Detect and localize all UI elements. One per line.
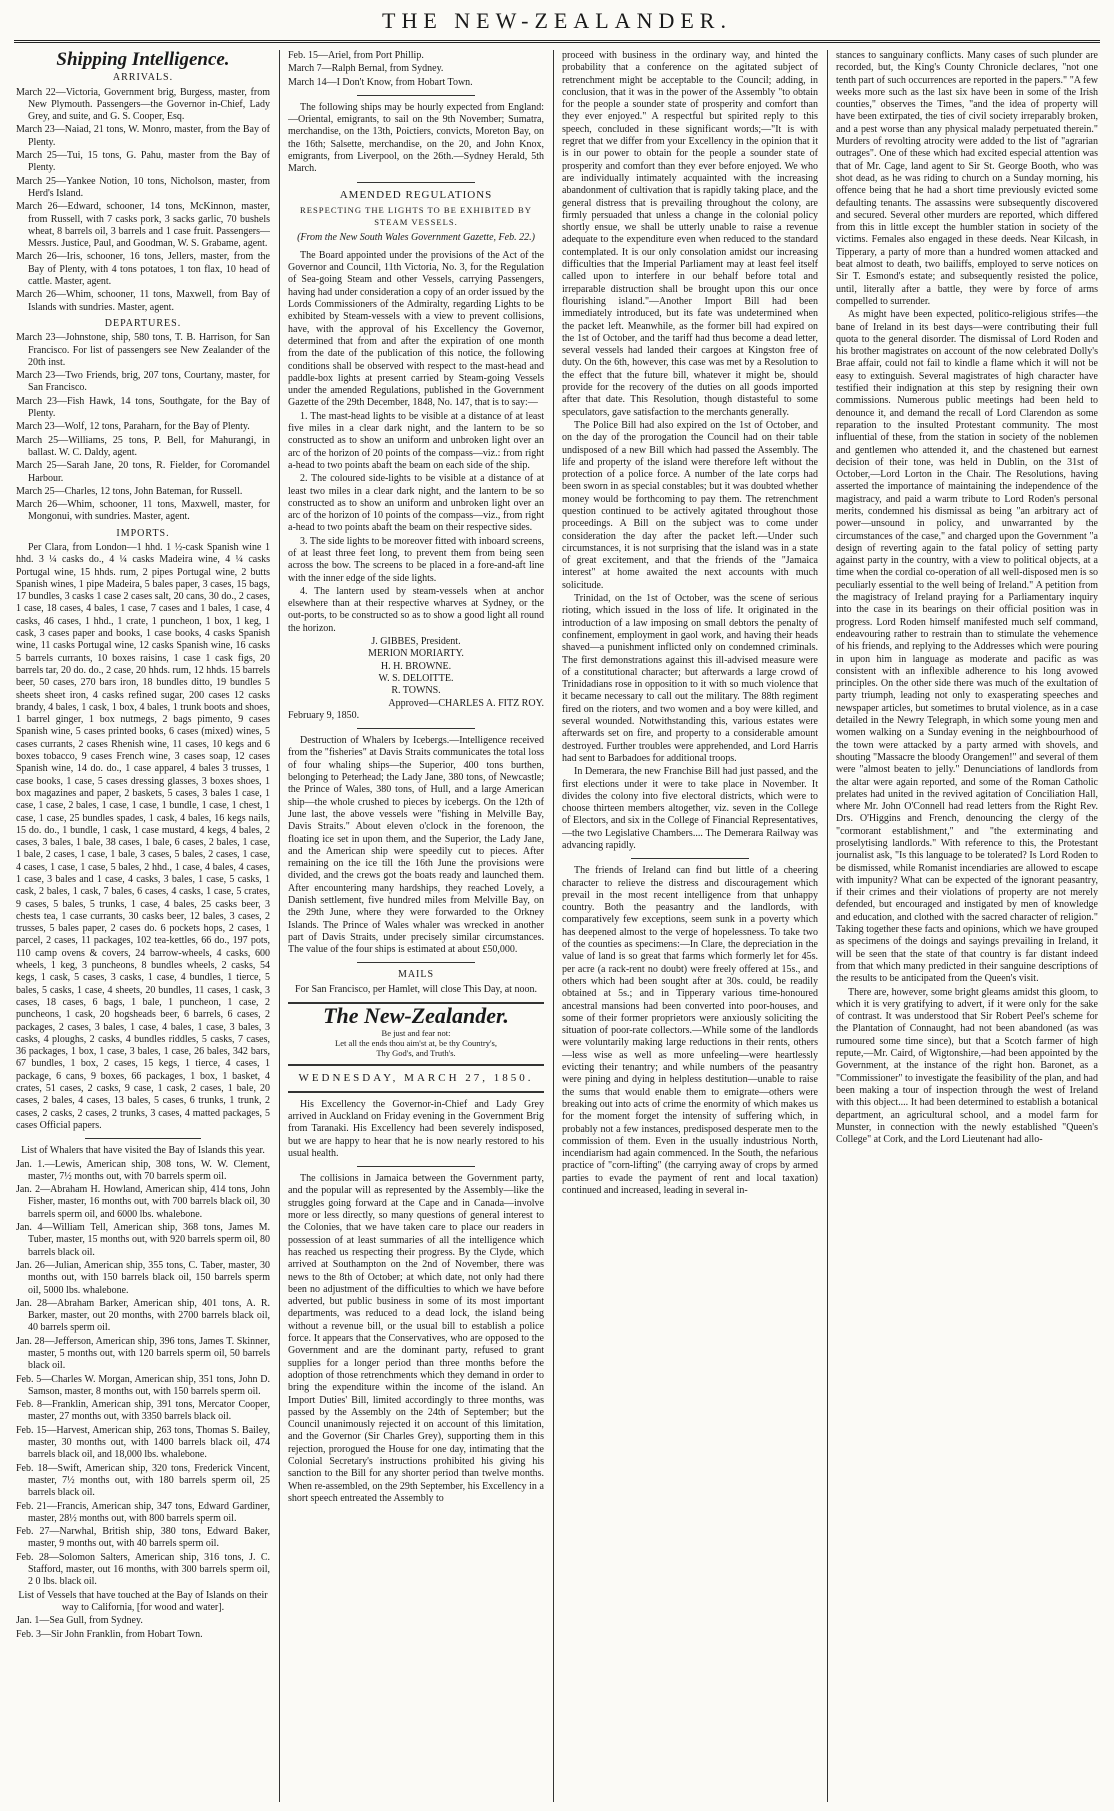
divider [357, 962, 475, 963]
editorial-paragraph: As might have been expected, politico-religious strifes—the bane of Ireland in its best days—were contributing their full quota to the general disorder. The dismissal of Lord Roden and his brother magistrates on account of the now celebrated Dolly's Brae affair, could not fail to kindle a flame which it will not be easy to extinguish. Several magistrates of high character have testified their indignation at this step by resigning their own commissions. Numerous public meetings had been held to denounce it, and demand the recall of Lord Clarendon as some reparation to the insulted Protestant community. The most influential of these, from the station in society of the noblemen and gentlemen who attended it, and the chastened but earnest decision of their tone, was held in Dublin, on the 31st of October,—Lord Lorton in the Chair. The Resolutions, having asserted the importance of maintaining the independence of the magistracy, and paid a warm tribute to Lord Roden's personal merits, condemned his dismissal as being "an arbitrary act of power—unsound in policy, and unwarranted by the circumstances of the case," and charged upon the Government "a design of reverting again to the fatal policy of setting party against party in the country, with a view to political objects, at a time when the cordial co-operation of all well-disposed men is so peculiarly essential to the well being of Ireland." A petition from the magistracy of Ireland praying for a Parliamentary inquiry into the case in its bearings on their official position was in progress. Lord Roden himself manifested much self command, endeavouring rather to restrain than to stimulate the vehemence of his friends, and replying to the Addresses which were pouring in upon him in language as moderate and pacific as was consistent with an inflexible adherence to his long avowed principles. On the other side there was much of the exultation of party triumph, leading not only to exasperating speeches and newspaper articles, but sometimes to brutal violence, as in a case detailed in the Newry Telegraph, in which some young men and women walking on a Sunday evening in the neighbourhood of the town were attacked by a party armed with shovels, and shouting "Massacre the bloody Orangemen!" and several of them were "almost beaten to jelly." Denunciations of landlords from the altar were again reported, and some of the Roman Catholic prelates had united in the revived agitation of Conciliation Hall, where Mr. John O'Connell had read letters from the Right Rev. Drs. O'Higgins and French, denouncing the clergy of the "cormorant establishment," and "the exterminating and proselytising landlords." With reference to this, the Protestant journalist ask, "Is this language to be tolerated? Is Lord Roden to be dismissed, while Romanist incendiaries are allowed to escape with impunity? What can be expected of the ignorant peasantry, if their crimes and their violations of property are not merely defended, but encouraged and instigated by men of knowledge and education, and clothed with the sacred character of religion." Taking together these facts and opinions, which we have grouped as specimens of the doings and sayings prevailing in Ireland, it will be seen that the state of that country is far distant indeed from that which many predicted in their sanguine descriptions of the results to be anticipated from the Queen's visit. [836, 309, 1098, 985]
editorial-paragraph: Trinidad, on the 1st of October, was the scene of serious rioting, which issued in the loss of life. It originated in the introduction of a law imposing on small debtors the penalty of confinement, employment in gaol work, and having their heads shaved—a punishment inflicted only on condemned criminals. The first demonstrations against this ill-advised measure were of a constitutional character; but afterwards a large crowd of Trinidadians rose in opposition to it with so much violence that it became necessary to call out the military. The 88th regiment fired on the rioters, and two women and a boy were killed, and several wounded. Notwithstanding this, various estates were afterwards set on fire, and property to a considerable amount destroyed. Further troubles were apprehended, and Lord Harris had sent to Barbadoes for additional troops. [562, 593, 818, 764]
mails-notice: For San Francisco, per Hamlet, will close This Day, at noon. [295, 983, 537, 995]
regulation-paragraph: 4. The lantern used by steam-vessels when at anchor elsewhere than at their respective wharves at Sydney, or the out-ports, to be constructed so as to show a good light all round the horizon. [288, 585, 544, 634]
whaler-entry: Jan. 4—William Tell, American ship, 368 tons, James M. Tuber, master, 15 months out, with 920 barrels sperm oil, 80 barrels black oil. [16, 1222, 270, 1258]
divider [288, 1091, 544, 1093]
column-rule [279, 50, 280, 1802]
departure-entry: March 23—Two Friends, brig, 207 tons, Courtany, master, for San Francisco. [16, 370, 270, 394]
california-heading: List of Vessels that have touched at the Bay of Islands on their way to California, [for wood and water]. [18, 1589, 268, 1613]
arrival-entry: March 26—Iris, schooner, 16 tons, Jellers, master, from the Bay of Plenty, with 4 tons potatoes, 1 ton flax, 10 head of cattle. Master, agent. [16, 251, 270, 288]
whaler-entry: Feb. 27—Narwhal, British ship, 380 tons, Edward Baker, master, 9 months out, with 40 barrels sperm oil. [16, 1526, 270, 1550]
approval-date: February 9, 1850. [288, 709, 360, 721]
regulations-heading: AMENDED REGULATIONS [339, 188, 493, 201]
departures-label: DEPARTURES. [104, 317, 182, 329]
whaler-entry: Jan. 1.—Lewis, American ship, 308 tons, W. W. Clement, master, 7½ months out, with 70 barrels sperm oil. [16, 1158, 270, 1182]
paper-title: The New-Zealander. [323, 1003, 509, 1029]
imports-text: Per Clara, from London—1 hhd. 1 ½-cask Spanish wine 1 hhd. 3 ¼ casks do., 4 ¼ casks Madeira wine, 4 ¼ casks Portugal wine, 15 hhds. rum, 2 pipes Portugal wine, 2 butts Spanish wines, 1 pipe Madeira, 5 bales paper, 3 cases, 15 bags, 17 bundles, 3 casks 1 case 2 cases salt, 20 cans, 30 do., 2 cases, 1 case, 18 cases, 4 bales, 1 case, 7 cases and 1 bales, 1 case, 4 casks, 46 cases, 1 hhd., 1 crate, 1 puncheon, 1 box, 1 keg, 1 cask, 3 cases paper and books, 1 case books, 4 casks Spanish wine, 11 casks Portugal wine, 12 casks Spanish wine, 16 casks 5 barrels currants, 10 boxes raisins, 1 case 1 cask figs, 20 barrels tar, 20 do. do., 2 case, 20 hhds. rum, 12 hhds. 15 barrels beer, 50 cases, 270 bars iron, 18 bundles ditto, 19 bundles 5 sheets sheet iron, 4 casks refined sugar, 200 cases 12 casks brandy, 4 bales, 1 cask, 1 box, 4 bales, 1 trunk boots and shoes, 1 barrel ginger, 1 box nutmegs, 2 bags pimento, 9 cases Spanish wine, 5 cases printed books, 6 cases (mixed) wines, 5 cases currants, 2 cases Rhenish wine, 11 cases, 10 kegs and 6 boxes tobacco, 9 cases French wine, 3 cases soap, 12 cases Spanish wine, 14 do. do., 1 case apparel, 4 bales 3 trusses, 1 case books, 1 case, 5 cases dressing glasses, 3 boxes shoes, 1 box magazines and paper, 2 baskets, 5 cases, 3 bales 1 case, 1 case, 1 case, 2 bales, 1 case, 1 case, 1 bundle, 1 case, 1 chest, 1 case, 1 case, 25 bundles spades, 1 cask, 4 bales, 16 kegs nails, 15 do. do., 1 bundle, 1 cask, 1 case mustard, 4 kegs, 4 bales, 2 cases, 3 bales, 1 bale, 38 cases, 1 bale, 6 cases, 2 bales, 1 case, 1 bale, 2 cases, 1 case, 1 bale, 3 cases, 5 bales, 2 cases, 1 case, 4 cases, 1 case, 1 case, 5 bales, 2 hhd., 1 case, 4 bales, 4 cases, 1 case, 3 bales and 1 case, 4 casks, 3 bales, 1 case, 5 casks, 1 cask, 2 bales, 1 cask, 7 bales, 6 cases, 4 casks, 1 case, 5 crates, 9 cases, 5 bales, 5 trunks, 1 case, 4 bales, 25 casks beer, 3 chests tea, 1 case currants, 30 casks beer, 12 bales, 3 cases, 2 trusses, 5 bales paper, 2 cases do. 6 pockets hops, 2 cases, 1 parcel, 2 cases, 11 packages, 102 tea-kettles, 66 do., 197 pots, 110 camp ovens & covers, 24 barrow-wheels, 4 casks, 600 wheels, 1 keg, 3 puncheons, 8 bundles wheels, 2 casks, 54 kegs, 1 cask, 5 cases, 3 casks, 1 case, 4 bundles, 1 tierce, 5 bales, 5 casks, 1 case, 4 sheets, 20 bundles, 11 cases, 1 cask, 3 cases, 18 cases, 6 bags, 1 bale, 1 puncheon, 1 case, 2 puncheons, 1 cask, 20 hogsheads beer, 6 barrels, 6 cases, 2 packages, 2 cases, 3 bales, 1 case, 4 bales, 1 case, 3 bales, 3 casks, 4 ploughs, 2 casks, 4 bundles riddles, 5 casks, 7 cases, 36 packages, 1 box, 1 case, 3 bales, 1 case, 26 bales, 342 bars, 67 bundles, 1 box, 2 cases, 15 kegs, 1 tierce, 4 cases, 1 package, 6 cans, 9 boxes, 66 packages, 1 box, 1 basket, 4 crates, 51 cases, 2 casks, 9 case, 1 cask, 2 cases, 1 bale, 20 cases, 2 bales, 4 cases, 13 bales, 5 cases, 6 trunks, 1 trunk, 2 cases, 2 casks, 2 cases, 2 trunks, 3 cases, 4 matted packages, 5 cases Official papers. [16, 541, 270, 1131]
editorial-paragraph: The Police Bill had also expired on the 1st of October, and on the day of the prorogation the Council had on their table undisposed of a new Bill which had passed the Assembly. The life and property of the island were therefore left without the protection of a police force. A number of the late corps had been sworn in as special constables; but it was doubted whether money would be forthcoming to pay them. The retrenchment question continued to be actively agitated throughout those proceedings. A Bill on the subject was to come under consideration the day after the packet left.—Under such circumstances, it is not surprising that the island was in a state of great excitement, and that the friends of the "Jamaica interest" at home awaited the next accounts with much solicitude. [562, 419, 818, 591]
icebergs-article: Destruction of Whalers by Icebergs.—Intelligence received from the "fisheries" at Davis Straits communicates the total loss of four whaling ships—the Superior, 400 tons burthen, belonging to Peterhead; the Lady Jane, 380 tons, of Newcastle; the Prince of Wales, 380 tons, of Hull, and a large American ship—the whole crushed to pieces by icebergs. On the 12th of June last, the above vessels were "fishing in Melville Bay, Davis Straits." About eleven o'clock in the forenoon, the floating ice set in upon them, and the Superior, the Lady Jane, and the American ship were speedily cut to pieces. After remaining on the ice till the 16th June the provisions were divided, and the crews got the boats ready and launched them. After encountering many hardships, they reached Lovely, a Danish settlement, five hundred miles from Melville Bay, on the 29th June, where they were forwarded to the Orkney Islands. The Prince of Wales whaler was wrecked in another part of Davis Straits, under precisely similar circumstances. The value of the four ships is estimated at about £50,000. [288, 735, 544, 956]
signatory: H. H. BROWNE. [380, 660, 452, 672]
whaler-entry: Jan. 2—Abraham H. Howland, American ship, 414 tons, John Fisher, master, 16 months out, with 700 barrels black oil, 30 barrels sperm oil, and 6000 lbs. whalebone. [16, 1184, 270, 1220]
regulations-source: (From the New South Wales Government Gazette, Feb. 22.) [297, 231, 535, 243]
vessel-entry: Feb. 15—Ariel, from Port Phillip. [288, 50, 424, 61]
whaler-entry: Jan. 28—Abraham Barker, American ship, 401 tons, A. R. Barker, master, out 20 months, with 2700 barrels black oil, 40 barrels sperm oil. [16, 1297, 270, 1334]
divider [85, 1138, 202, 1139]
editorial-paragraph: There are, however, some bright gleams amidst this gloom, to which it is very gratifying to advert, if it were only for the sake of contrast. It was understood that Sir Robert Peel's scheme for the Plantation of Connaught, had not been abandoned (as was rumoured some time since), but that a Scotch farmer of high repute,—Mr. Caird, of Wigtonshire,—had been appointed by the Government, at the instance of the right hon. Baronet, as a "Commissioner" to investigate the feasibility of the plan, and had been making a tour of inspection through the west of Ireland with this object.... It had been determined to establish a botanical department, an agricultural school, and a model farm for Munster, in connection with the newly established "Queen's College" at Cork, and the Lord Lieutenant had allo- [836, 986, 1098, 1146]
column-rule [827, 50, 828, 1802]
editorial-paragraph: The collisions in Jamaica between the Government party, and the popular will as represented by the Assembly—like the struggles going forward at the Cape and in Canada—involve more or less directly, so many questions of general interest to the Colonies, that we have taken care to place our readers in possession of at least summaries of all the intelligence which has reached us respecting their progress. By the Clyde, which arrived at Southampton on the 2nd of November, there was news to the 8th of October; at which date, not only had there been no adjustment of the difficulties to which we have before adverted, but public business in some of its most important departments, was reduced to a dead lock, the island being without a revenue bill, or the usual bill to establish a police force. It appears that the Conservatives, who are opposed to the Government and are the dominant party, refused to grant supplies for a longer period than three months before the adoption of those retrenchments which they demand in order to bring the expenditure within the income of the island. An Import Duties' Bill, limited accordingly to three months, was passed by the Assembly on the 24th of September; but the Council unanimously rejected it on account of this limitation, and the Governor (Sir Charles Grey), supporting them in this rejection, prorogued the House for one day, intimating that the Colonial Secretary's instructions prohibited his giving his sanction to the Bill for any shorter period than twelve months. When re-assembled, on the 29th September, his Excellency in a short speech entreated the Assembly to [288, 1173, 544, 1504]
whaler-entry: Feb. 15—Harvest, American ship, 263 tons, Thomas S. Bailey, master, 30 months out, with 1400 barrels black oil, 474 barrels black oil, and 18,000 lbs. whalebone. [16, 1424, 270, 1461]
whaler-entry: Feb. 5—Charles W. Morgan, American ship, 351 tons, John D. Samson, master, 8 months out, with 150 barrels sperm oil. [16, 1373, 270, 1397]
divider [631, 858, 749, 859]
masthead: THE NEW-ZEALANDER. [14, 8, 1100, 43]
whaler-entry: Feb. 8—Franklin, American ship, 391 tons, Mercator Cooper, master, 27 months out, with 3350 barrels black oil. [16, 1399, 270, 1423]
whaler-entry: Feb. 28—Solomon Salters, American ship, 316 tons, J. C. Stafford, master, out 16 months, with 300 barrels sperm oil, 2 0 lbs. black oil. [16, 1551, 270, 1588]
divider [357, 182, 475, 183]
imports-label: IMPORTS. [116, 527, 170, 539]
departure-entry: March 23—Fish Hawk, 14 tons, Southgate, for the Bay of Plenty. [16, 395, 270, 420]
signatory: J. GIBBES, President. [371, 636, 461, 648]
departure-entry: March 23—Wolf, 12 tons, Paraharn, for the Bay of Plenty. [16, 421, 250, 433]
divider [357, 728, 475, 729]
arrivals-label: ARRIVALS. [112, 72, 174, 84]
divider [357, 1166, 475, 1167]
column-regulations [288, 50, 544, 1802]
expected-ships: The following ships may be hourly expected from England:—Oriental, emigrants, to sail on the 9th November; Sumatra, merchandise, on the 13th, Poictiers, convicts, Moreton Bay, on the 16th; Salsette, merchandise, on the 20, and John Knox, emigrants, from Liverpool, on the 26th.—Sydney Herald, 5th March. [288, 101, 544, 175]
departure-entry: March 23—Johnstone, ship, 580 tons, T. B. Harrison, for San Francisco. For list of passengers see New Zealander of the 20th inst. [16, 332, 270, 368]
editorial-paragraph: His Excellency the Governor-in-Chief and Lady Grey arrived in Auckland on Friday evening in the Government Brig from Taranaki. His Excellency had been severely indisposed, but we are happy to hear that he is now nearly restored to his usual health. [288, 1098, 544, 1159]
departure-entry: March 25—Charles, 12 tons, John Bateman, for Russell. [16, 485, 243, 497]
column-ireland [836, 50, 1098, 1802]
arrival-entry: March 25—Tui, 15 tons, G. Pahu, master from the Bay of Plenty. [16, 150, 270, 174]
signatory: W. S. DELOITTE. [378, 672, 454, 684]
approval: Approved—CHARLES A. FITZ ROY. [388, 697, 544, 709]
signatory: R. TOWNS. [391, 685, 441, 697]
editorial-paragraph: In Demerara, the new Franchise Bill had just passed, and the first elections under it were to take place in November. It divides the colony into five electoral districts, which were to choose thirteen members altogether, viz. seven in the College of Electors, and six in the College of Financial Representatives,—the two Legislative Chambers.... The Demerara Railway was advancing rapidly. [562, 766, 818, 851]
whaler-entry: Feb. 21—Francis, American ship, 347 tons, Edward Gardiner, master, 28½ months out, with 800 barrels sperm oil. [16, 1500, 270, 1524]
whaler-entry: Jan. 26—Julian, American ship, 355 tons, C. Taber, master, 30 months out, with 150 barrels black oil, 150 barrels sperm oil, 5000 lbs. whalebone. [16, 1259, 270, 1296]
editorial-paragraph: stances to sanguinary conflicts. Many cases of such plunder are recorded, but, the King's County Chronicle declares, "not one tenth part of such occurrences are reported in the papers." "A few weeks more such as the last six have been in some of the Irish counties," observes the Times, "and the idea of property will have been extirpated, the ties of civil society irreparably broken, and a pest worse than any physical malady perpetuated therein." Murders of revolting atrocity were added to the list of "agrarian outrages". One of these which had excited especial attention was that of Mr. Cage, land agent to Sir St. George Booth, who was shot dead, as he was riding to church on a Sunday morning, his offence being that he had a short time previously evicted some defaulting tenants. The assassins were subsequently discovered and secured. Several other murders are reported, which differed from this in little except the humbler station in society of the victims. Females also engaged in these deeds. Near Kilcash, in Tipperary, a party of more than a hundred women attacked and beat almost to death, two bailiffs, employed to serve notices on Sir T. Esmond's estate; and subsequently resisted the police, until, literally after a battle, they were by force of arms compelled to surrender. [836, 50, 1098, 307]
departure-entry: March 25—Sarah Jane, 20 tons, R. Fielder, for Coromandel Harbour. [16, 460, 270, 484]
arrival-entry: March 26—Whim, schooner, 11 tons, Maxwell, from Bay of Islands with sundries. Master, agent. [16, 289, 270, 313]
california-entry: Jan. 1—Sea Gull, from Sydney. [16, 1615, 143, 1627]
column-editorial [562, 50, 818, 1802]
vessel-entry: March 7—Ralph Bernal, from Sydney. [288, 63, 444, 75]
column-rule [553, 50, 554, 1802]
regulation-paragraph: 3. The side lights to be moreover fitted with inboard screens, of at least three feet long, to prevent them from being seen across the bow. The screens to be placed in a fore-and-aft line with the inner edge of the side lights. [288, 535, 544, 584]
divider [357, 95, 475, 96]
regulation-paragraph: The Board appointed under the provisions of the Act of the Governor and Council, 11th Victoria, No. 3, for the Regulation of Sea-going Steam and other Vessels, carrying Passengers, having had under consideration a copy of an order issued by the Lords Commissioners of the Admiralty, regarding Lights to be exhibited by Steam-vessels with a view to prevent collisions, have, with the approval of his Excellency the Governor, determined that from and after the expiration of one month from the date of the publication of this notice, the following conditions shall be observed with respect to the mast-head and paddle-box lights at present carried by Steam-going Vessels under the amended Regulations, published in the Government Gazette of the 29th December, 1848, No. 147, that is to say:— [288, 249, 544, 409]
section-heading: Shipping Intelligence. [56, 50, 230, 70]
arrival-entry: March 23—Naiad, 21 tons, W. Monro, master, from the Bay of Plenty. [16, 124, 270, 148]
arrival-entry: March 25—Yankee Notion, 10 tons, Nicholson, master, from Herd's Island. [16, 175, 270, 199]
whaler-entry: Feb. 18—Swift, American ship, 320 tons, Frederick Vincent, master, 7½ months out, with 180 barrels sperm oil, 25 barrels black oil. [16, 1462, 270, 1499]
departure-entry: March 25—Williams, 25 tons, P. Bell, for Mahurangi, in ballast. W. C. Daldy, agent. [16, 434, 270, 458]
dateline: WEDNESDAY, MARCH 27, 1850. [298, 1072, 534, 1085]
regulations-subheading: RESPECTING THE LIGHTS TO BE EXHIBITED BY STEAM VESSELS. [300, 204, 532, 228]
column-shipping [16, 50, 270, 1802]
signatory: MERION MORIARTY. [368, 648, 464, 660]
editorial-paragraph: The friends of Ireland can find but little of a cheering character to relieve the distress and discouragement which prevail in the most recent intelligence from that unhappy country. Both the peasantry and the landlords, with comparatively few exceptions, seem sunk in a poverty which has deepened almost to the verge of hopelessness. To take two of the counties as specimens:—In Clare, the depreciation in the value of land is so great that farms which formerly let for 45s. per acre (a rack-rent no doubt) were freely offered at 15s., and others which had been sought after at 30s. could, be readily obtained at 5s.; and in Tipperary various time-honoured ancestral mansions had been converted into poor-houses, and some of their former proprietors were anxiously soliciting the situation of poor-rate collectors.—While some of the landlords were voluntarily making large reductions in their rents, others—less wise as well as more unfeeling—were heartlessly evicting their tenantry; and while numbers of the peasantry were pining and dying in helpless destitution—unable to raise the sums that would enable them to emigrate—others were breaking out into acts of crime the enormity of which makes us for the moment forget the intensity of suffering which, in probably not a few instances, predisposed desperate men to the commission of them. Even in the usually industrious North, incendiarism had again commenced. In the South, the nefarious practice of "corn-lifting" (the carrying away of crops by armed parties to evade the payment of rent and local taxation) continued and increased, leading in several in- [562, 865, 818, 1197]
regulation-paragraph: 1. The mast-head lights to be visible at a distance of at least five miles in a clear dark night, and the lantern to be so constructed as to show an uniform and unbroken light over an arc of the horizon of 20 points of the compass—viz.: from right a-head to two points abaft the beam on each side of the ship. [288, 410, 544, 471]
divider [288, 1064, 544, 1066]
departure-entry: March 26—Whim, schooner, 11 tons, Maxwell, master, for Mongonui, with sundries. Master, agent. [16, 499, 270, 523]
arrival-entry: March 22—Victoria, Government brig, Burgess, master, from New Plymouth. Passengers—the Governor in-Chief, Lady Grey, and suite, and G. S. Cooper, Esq. [16, 86, 270, 123]
editorial-paragraph: proceed with business in the ordinary way, and hinted the probability that a conference on the agitated subject of retrenchment might be acceptable to the Council; adding, in conclusion, that it was in the power of the Assembly "to obtain for the people a sounder state of prosperity and comfort than they ever enjoyed." A respectful but spirited reply to this speech, concluded in these significant words;—"It is with regret that we differ from your Excellency in the opinion that it is in our power to obtain for the people a sounder state of prosperity and comfort than they ever before enjoyed. We who are individually intimately acquainted with the increasing abandonment of cultivation that is rapidly taking place, and the general distress that is prevailing throughout the colony, are firmly persuaded that unless a change in the colonial policy shortly ensue, we shall be utterly unable to raise a revenue adequate to the expenditure even when reduced to the standard contemplated. It is our only consolation amidst our increasing difficulties that the Imperial Parliament may at least feel itself called upon to interfere in our behalf before total and irreparable distruction shall be brought upon this our once flourishing island."—Another Import Bill had been immediately introduced, but its fate was undetermined when the packet left. Meanwhile, as the former bill had expired on the 1st of October, and the tariff had thus become a dead letter, several vessels had landed their cargoes at Kingston free of duty. On the 6th, however, this case was met by a Resolution to the effect that the future bill, whatever it might be, should provide for the recovery of the duties on all goods imported after that date. This Resolution, though distasteful to some speculators, gave satisfaction to the merchants generally. [562, 50, 818, 418]
regulation-paragraph: 2. The coloured side-lights to be visible at a distance of at least two miles in a clear dark night, and the lantern to be so constructed as to show an uniform and unbroken light over an arc of the horizon of 10 points of the compass—viz., from right a-head to two points abaft the beam on their respective sides. [288, 473, 544, 534]
whaler-entry: Jan. 28—Jefferson, American ship, 396 tons, James T. Skinner, master, 5 months out, with 120 barrels sperm oil, 50 barrels black oil. [16, 1335, 270, 1372]
whalers-heading: List of Whalers that have visited the Bay of Islands this year. [21, 1145, 265, 1157]
california-entry: Feb. 3—Sir John Franklin, from Hobart Town. [16, 1628, 203, 1640]
motto: Be just and fear not: Let all the ends thou aim'st at, be thy Country's, Thy God's, and Truth's. [335, 1028, 497, 1059]
mails-heading: MAILS [397, 969, 435, 981]
vessel-entry: March 14—I Don't Know, from Hobart Town. [288, 76, 473, 88]
arrival-entry: March 26—Edward, schooner, 14 tons, McKinnon, master, from Russell, with 7 casks pork, 3 sacks garlic, 70 bushels wheat, 8 barrels oil, 3 barrels and 1 case fruit. Passengers—Messrs. Justice, Paul, and Goodman, W. S. Grabame, agent. [16, 201, 270, 250]
